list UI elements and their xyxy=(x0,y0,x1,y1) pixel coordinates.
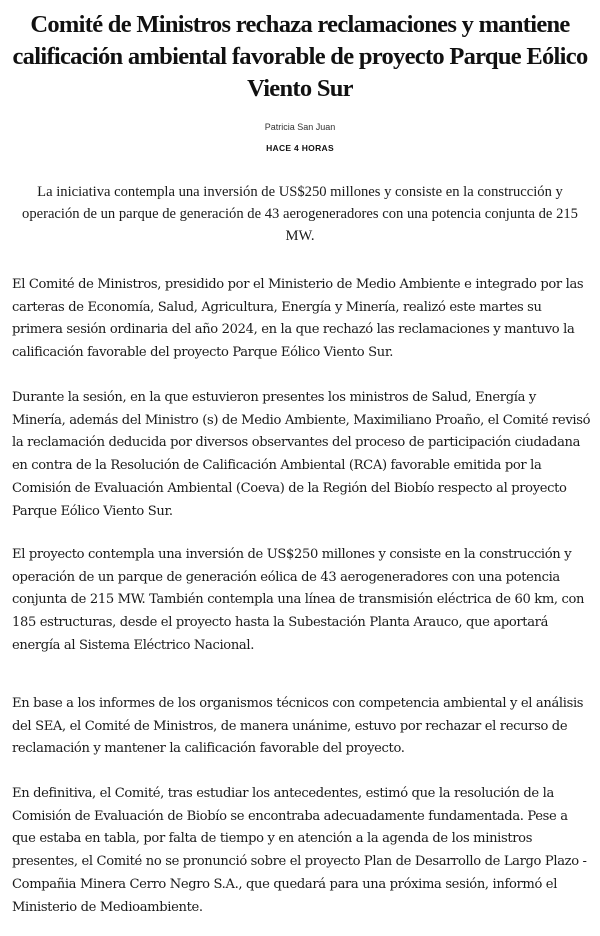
article-paragraph: Durante la sesión, en la que estuvieron presentes los ministros de Salud, Energía y Minería, además del Ministro (s) de Medio Ambiente, Maximiliano Proaño, el Comité revisó la reclamación deducida por diversos observantes del proceso de participación ciudadana en contra de la Resolución de Calificación Ambiental (RCA) favorable emitida por la Comisión de Evaluación Ambiental (Coeva) de la Región del Biobío respecto al proyecto Parque Eólico Viento Sur. xyxy=(12,390,591,519)
article-headline: Comité de Ministros rechaza reclamaciones y mantiene calificación ambiental favorable de proyecto Parque Eólico Viento Sur xyxy=(12,11,588,102)
article-paragraph: El Comité de Ministros, presidido por el Ministerio de Medio Ambiente e integrado por las carteras de Economía, Salud, Agricultura, Energía y Minería, realizó este martes su primera sesión ordinaria del año 2024, en la que rechazó las reclamaciones y mantuvo la calificación favorable del proyecto Parque Eólico Viento Sur. xyxy=(12,277,584,361)
article-paragraph: El proyecto contempla una inversión de US$250 millones y consiste en la construcción y operación de un parque de generación eólica de 43 aerogeneradores con una potencia conjunta de 215 MW. También contempla una línea de transmisión eléctrica de 60 km, con 185 estructuras, desde el proyecto hasta la Subestación Planta Arauco, que aportará energía al Sistema Eléctrico Nacional. xyxy=(12,547,585,653)
article-lead: La iniciativa contempla una inversión de US$250 millones y consiste en la construcción y operación de un parque de generación de 43 aerogeneradores con una potencia conjunta de 215 MW. xyxy=(22,184,578,244)
article-author[interactable]: Patricia San Juan xyxy=(264,122,336,132)
article-date: HACE 4 HORAS xyxy=(266,143,334,153)
article-paragraph: En base a los informes de los organismos técnicos con competencia ambiental y el análisis del SEA, el Comité de Ministros, de manera unánime, estuvo por rechazar el recurso de reclamación y mantener la calificación favorable del proyecto. xyxy=(12,696,584,757)
article-paragraph: En definitiva, el Comité, tras estudiar los antecedentes, estimó que la resolución de la Comisión de Evaluación de Biobío se encontraba adecuadamente fundamentada. Pese a que estaba en tabla, por falta de tiempo y en atención a la agenda de los ministros presentes, el Comité no se pronunció sobre el proyecto Plan de Desarrollo de Largo Plazo - Compañia Minera Cerro Negro S.A., que quedará para una próxima sesión, informó el Ministerio de Medioambiente. xyxy=(12,786,587,915)
